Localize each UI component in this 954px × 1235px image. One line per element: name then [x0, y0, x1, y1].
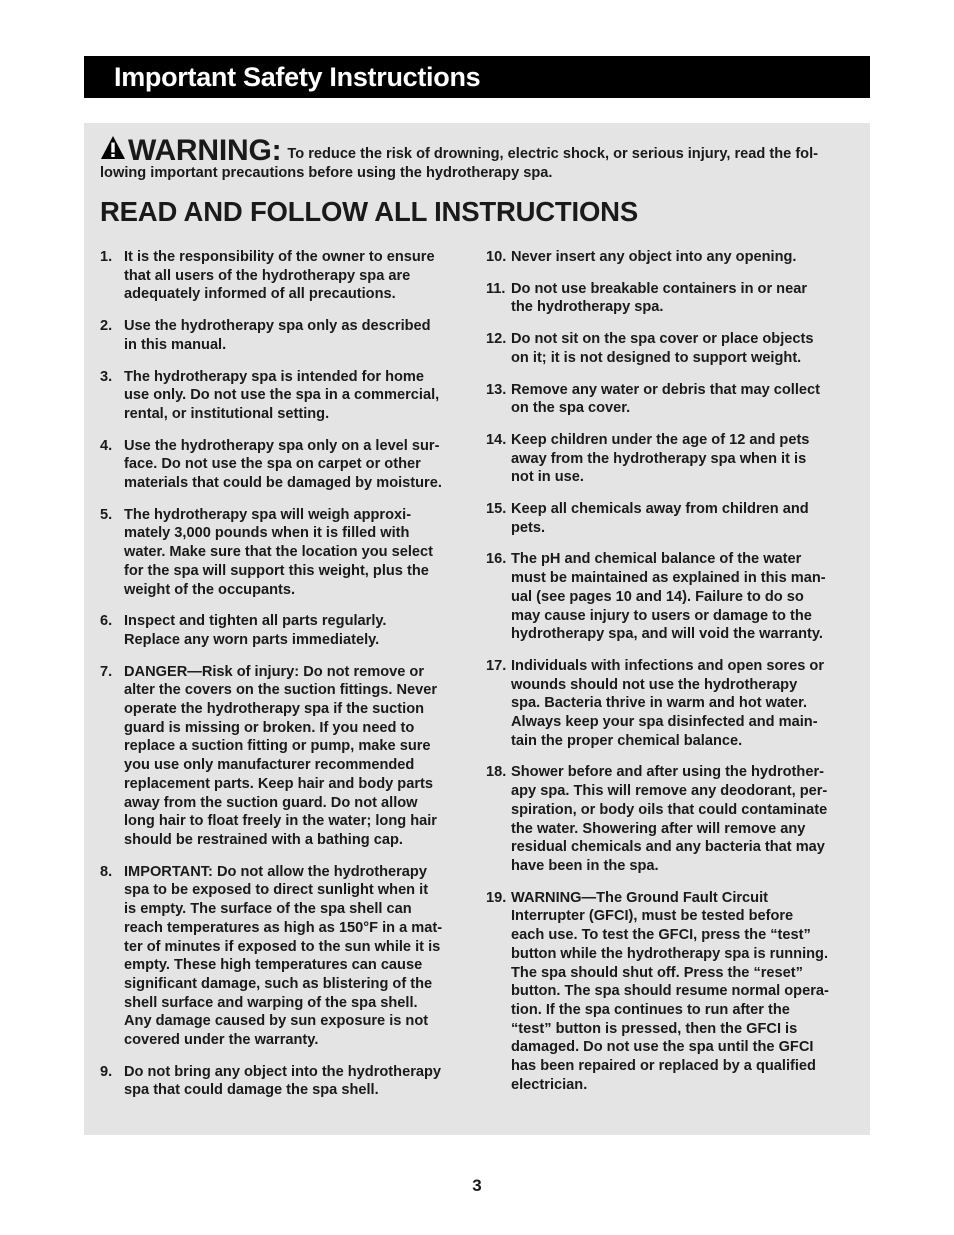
instruction-text: Do not use breakable containers in or near the hydrotherapy spa. [511, 280, 808, 316]
instruction-text: IMPORTANT: Do not allow the hydrotherapy spa to be exposed to direct sunlight when it is empty. The surface of the spa shell can reach temperatures as high as 150°F in a mat- ter of minutes if exposed to the sun while it is empty. These high temperatures can cause significant damage, such as blistering of the shell surface and warping of the spa shell. Any damage caused by sun exposure is not covered under the warranty. [124, 863, 443, 1049]
instruction-text: Remove any water or debris that may collect on the spa cover. [511, 381, 821, 417]
instruction-text: Individuals with infections and open sores or wounds should not use the hydrotherapy spa. Bacteria thrive in warm and hot water. Always keep your spa disinfected and main- tain the proper chemical balance. [511, 657, 824, 749]
warning-heading [100, 134, 287, 167]
header-bar [84, 56, 870, 98]
instruction-number: 13. [486, 381, 507, 398]
instruction-item [100, 437, 472, 493]
instruction-item [100, 663, 472, 850]
instruction-number: 1. [100, 249, 113, 265]
page-number: 3 [472, 1176, 482, 1195]
instruction-item [486, 330, 858, 367]
warning-text: To reduce the risk of drowning, electric shock, or serious injury, read the fol- lowing important precautions before using the hydrotherapy spa. [100, 146, 819, 181]
instruction-text: WARNING—The Ground Fault Circuit Interrupter (GFCI), must be tested before each use. To test the GFCI, press the “test” button while the hydrotherapy spa is running. The spa should shut off. Press the “reset” button. The spa should resume normal opera- tion. If the spa continues to run after the “test” button is pressed, then the GFCI is damaged. Do not use the spa until the GFCI has been repaired or replaced by a qualified electrician. [511, 889, 829, 1093]
instruction-number: 4. [100, 437, 113, 454]
instruction-text: Keep children under the age of 12 and pets away from the hydrotherapy spa when it is not in use. [511, 431, 810, 486]
instruction-number: 7. [100, 663, 113, 680]
instruction-item [486, 657, 858, 751]
instruction-item [486, 248, 858, 267]
instruction-number: 8. [100, 863, 113, 880]
instruction-number: 6. [100, 613, 113, 630]
instruction-text: It is the responsibility of the owner to ensure that all users of the hydrotherapy spa are adequately informed of all precautions. [124, 249, 435, 303]
instruction-item [486, 280, 858, 317]
instructions-left-column [100, 248, 472, 1113]
instructions-right-column [486, 248, 858, 1107]
instruction-text: Never insert any object into any opening. [511, 249, 797, 265]
page-title: Important Safety Instructions [114, 62, 481, 92]
instruction-number: 3. [100, 368, 113, 385]
warning-block [100, 135, 852, 183]
instruction-text: DANGER—Risk of injury: Do not remove or alter the covers on the suction fittings. Never operate the hydrotherapy spa if the suction guard is missing or broken. If you need to replace a suction fitting or pump, make sure you use only manufacturer recommended replacement parts. Keep hair and body parts away from the suction guard. Do not allow long hair to float freely in the water; long hair should be restrained with a bathing cap. [124, 663, 438, 848]
instruction-number: 18. [486, 764, 507, 781]
warning-triangle-icon [100, 135, 126, 160]
instruction-number: 11. [486, 280, 506, 297]
instruction-number: 16. [486, 551, 507, 568]
instruction-item [100, 1063, 472, 1100]
safety-panel [84, 123, 870, 1135]
instruction-item [100, 612, 472, 649]
instruction-item [486, 500, 858, 537]
instruction-text: Keep all chemicals away from children and pets. [511, 501, 809, 536]
instruction-item [100, 317, 472, 354]
instruction-text: Do not sit on the spa cover or place objects on it; it is not designed to support weight. [511, 331, 814, 366]
instruction-item [100, 368, 472, 424]
instruction-text: The hydrotherapy spa is intended for home use only. Do not use the spa in a commercial, rental, or institutional setting. [124, 368, 440, 422]
instruction-number: 10. [486, 249, 507, 265]
instruction-number: 12. [486, 331, 507, 348]
read-follow-heading: READ AND FOLLOW ALL INSTRUCTIONS [100, 196, 638, 227]
instruction-text: Use the hydrotherapy spa only as described in this manual. [124, 318, 431, 353]
instruction-text: Do not bring any object into the hydrotherapy spa that could damage the spa shell. [124, 1063, 442, 1099]
instruction-item [486, 381, 858, 418]
instruction-number: 19. [486, 889, 507, 906]
instruction-item [486, 431, 858, 487]
instruction-number: 5. [100, 506, 113, 523]
instruction-number: 9. [100, 1063, 113, 1080]
instruction-number: 17. [486, 657, 507, 674]
instruction-number: 15. [486, 501, 507, 518]
instruction-item [100, 248, 472, 304]
instruction-text: Inspect and tighten all parts regularly. Replace any worn parts immediately. [124, 613, 387, 648]
instruction-item [486, 550, 858, 644]
instruction-text: The pH and chemical balance of the water must be maintained as explained in this man- ual (see pages 10 and 14). Failure to do so may cause injury to users or damage to the hydrotherapy spa, and will void the warranty. [511, 551, 826, 643]
instruction-text: The hydrotherapy spa will weigh approxi- mately 3,000 pounds when it is filled with water. Make sure that the location you select for the spa will support this weight, plus the weight of the occupants. [124, 506, 433, 598]
instruction-item [100, 863, 472, 1050]
instruction-item [100, 506, 472, 600]
instruction-number: 2. [100, 318, 113, 335]
instruction-number: 14. [486, 431, 507, 448]
instruction-text: Shower before and after using the hydrother- apy spa. This will remove any deodorant, per- spiration, or body oils that could contaminate the water. Showering after will remove any residual chemicals and any bacteria that may have been in the spa. [511, 764, 828, 874]
instruction-text: Use the hydrotherapy spa only on a level sur- face. Do not use the spa on carpet or other materials that could be damaged by moisture. [124, 437, 442, 492]
instruction-item [486, 889, 858, 1095]
instruction-item [486, 763, 858, 875]
warning-label: WARNING: [128, 134, 282, 167]
